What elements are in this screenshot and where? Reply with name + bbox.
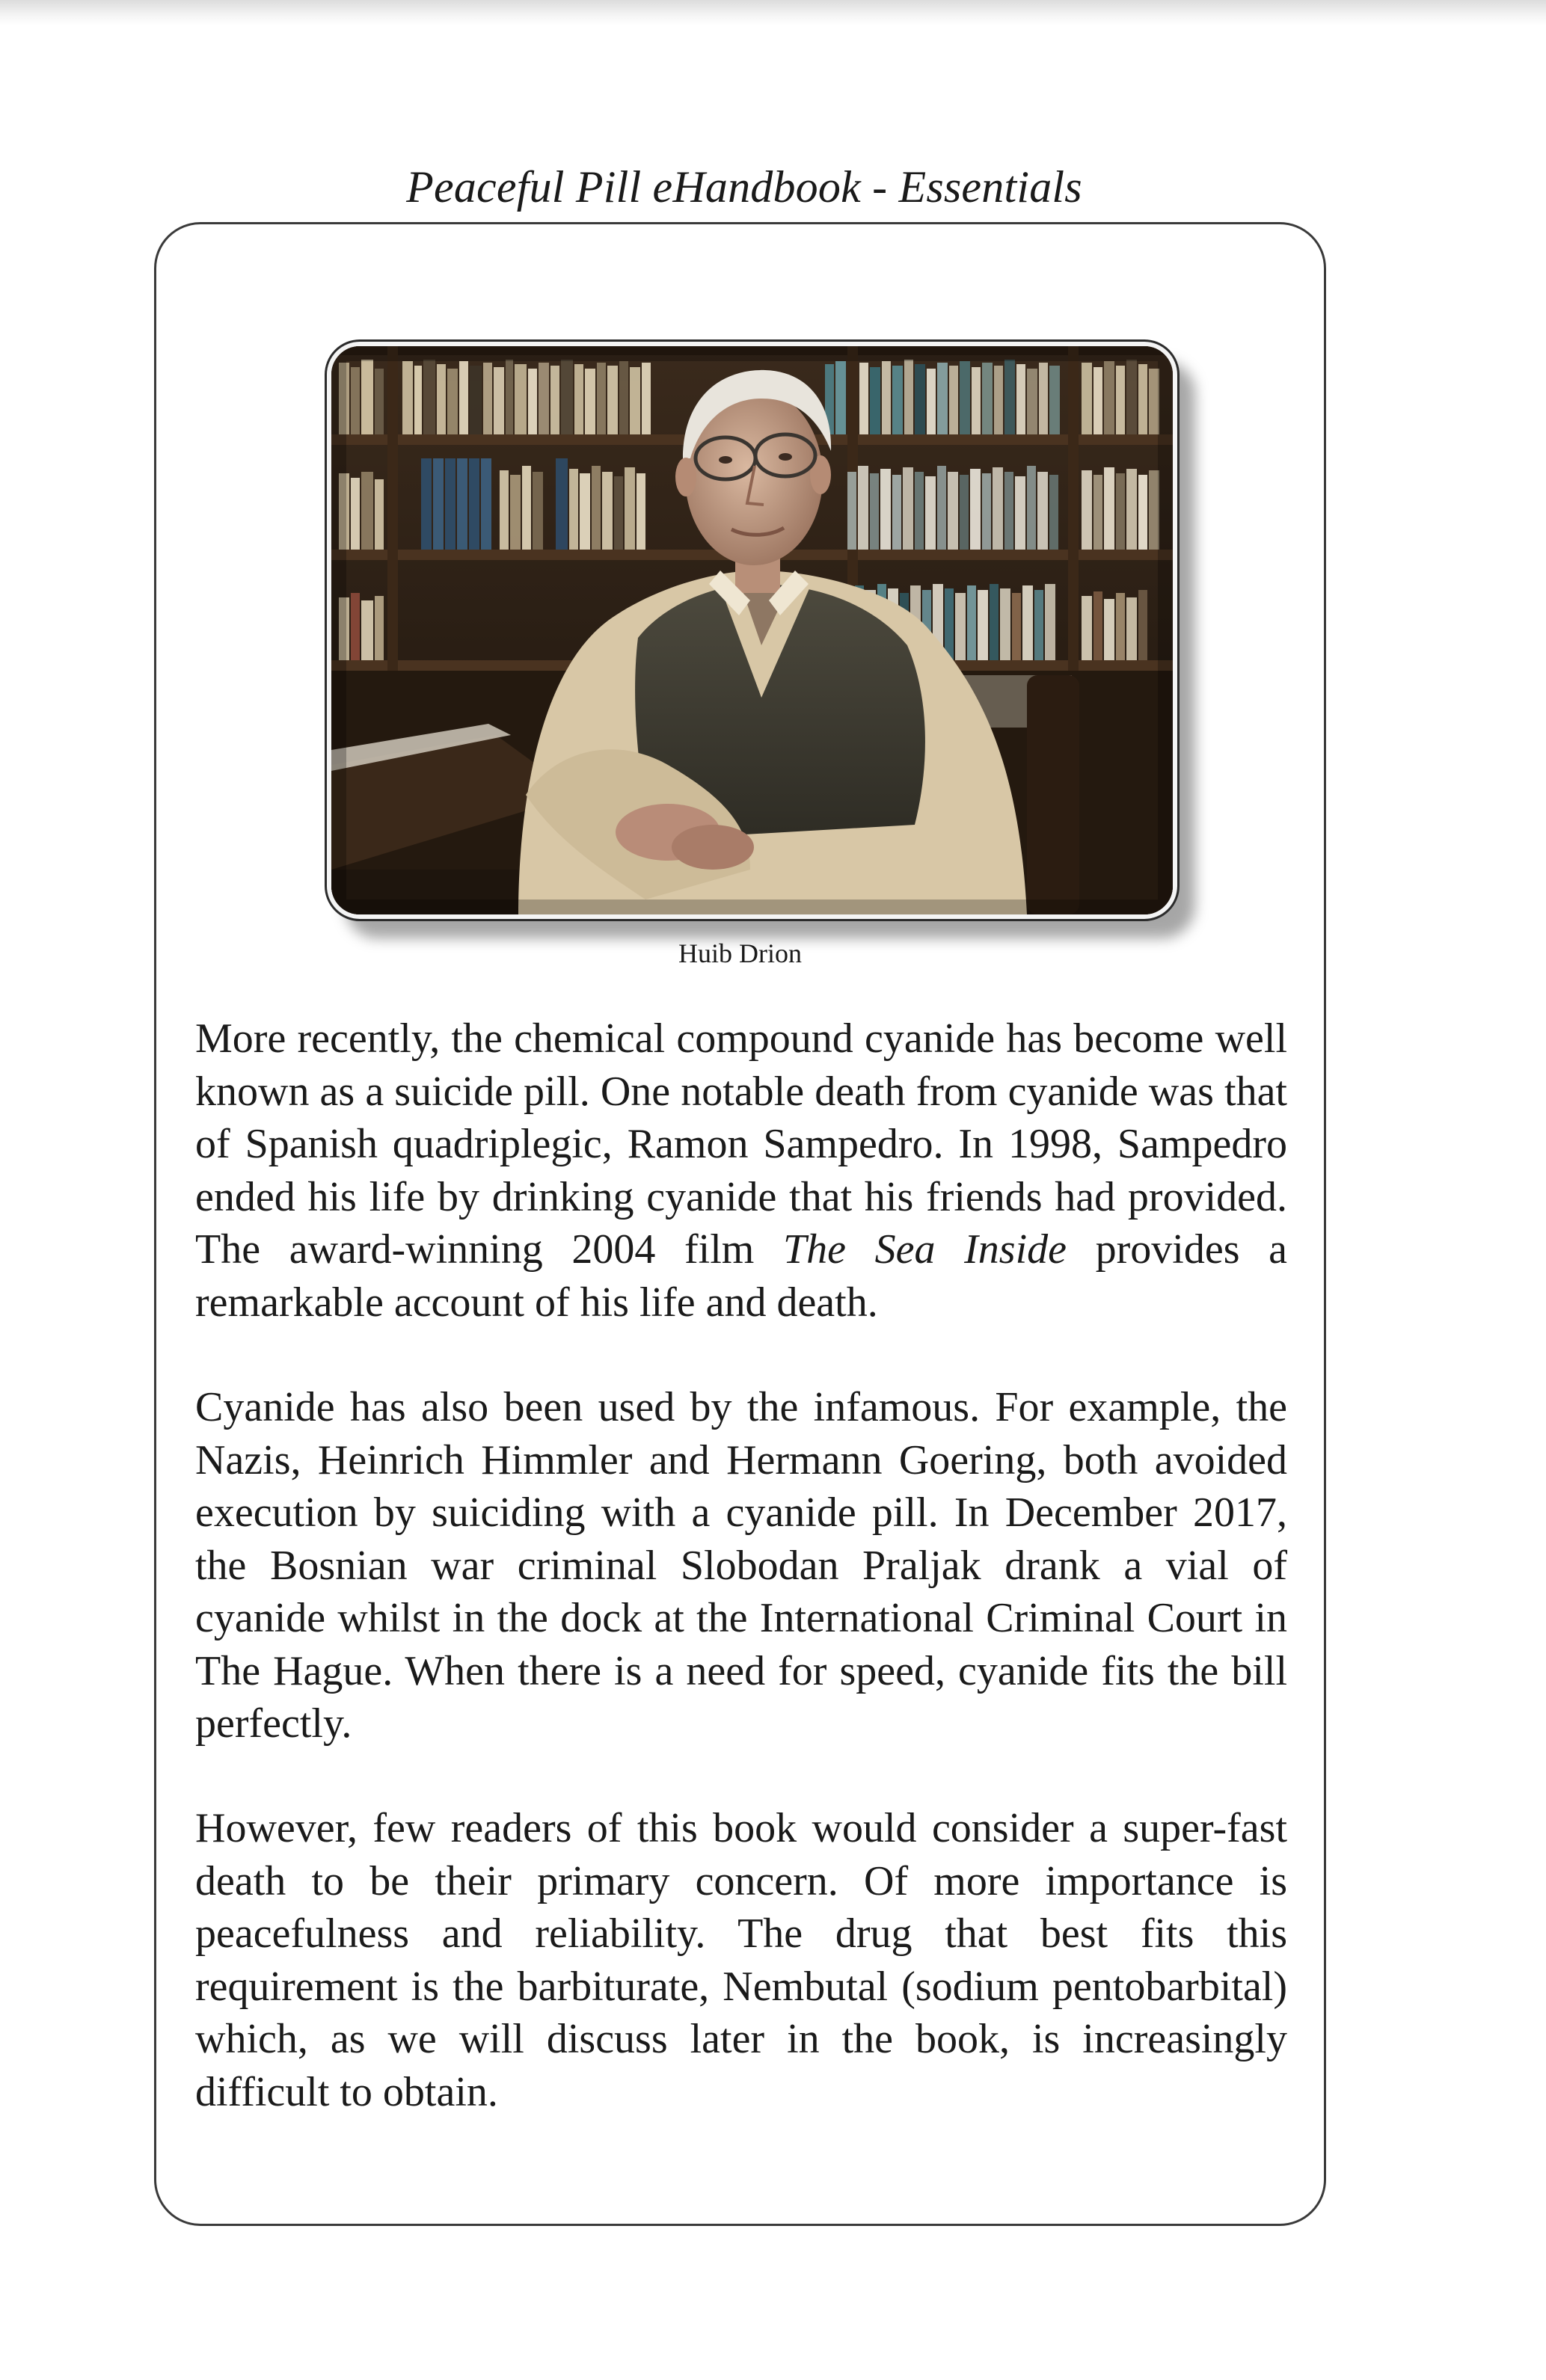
portrait-photo [327,342,1177,919]
paragraph-1-text-a: More recently, the chemical compound cyanide has become well known as a suicide pill. One notable death from cyanide was that of Spanish quadriplegic, Ramon Sampedro. In 1998, Sampedro ended his life by drinking cyanide that his friends had provided. The award-winning 2004 film [195,1015,1287,1273]
film-title: The Sea Inside [782,1226,1067,1273]
running-head: Peaceful Pill eHandbook - Essentials [406,162,1082,212]
paragraph-1-text-b: provides a remarkable account of his life and death. [195,1226,1287,1326]
photo-caption: Huib Drion [678,938,802,968]
paragraph-3: However, few readers of this book would consider a super-fast death to be their primary concern. Of more importance is peacefulness and reliability. The drug that best fits this requirement is the barbiturate, Nembutal (sodium pentobarbital) which, as we will discuss later in the book, is increasingly difficult to obtain. [195,1805,1287,2115]
viewer-top-shadow [0,0,1546,25]
paragraph-1 [195,1012,1287,1329]
paragraph-2: Cyanide has also been used by the infamous. For example, the Nazis, Heinrich Himmler and Hermann Goering, both avoided execution by suiciding with a cyanide pill. In December 2017, the Bosnian war criminal Slobodan Praljak drank a vial of cyanide whilst in the dock at the International Criminal Court in The Hague. When there is a need for speed, cyanide fits the bill perfectly. [195,1384,1287,1747]
portrait-illustration [331,346,1173,914]
